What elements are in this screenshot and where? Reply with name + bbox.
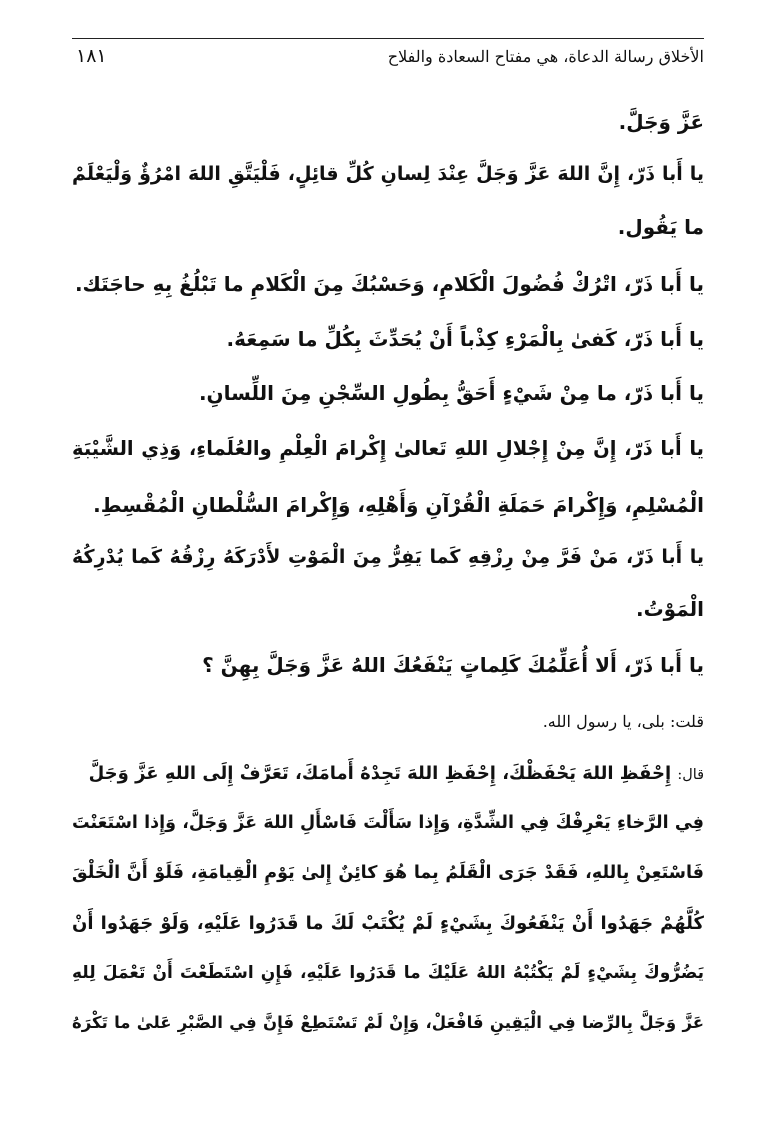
text-line: قلت: بلى، يا رسول الله.: [542, 712, 704, 731]
text-line: فَاسْتَعِنْ بِاللهِ، فَقَدْ جَرَى الْقَلَمُ بِما هُوَ كائِنٌ إِلىٰ يَوْمِ الْقِيامَةِ، فَلَوْ أَنَّ الْخَلْقَ: [72, 863, 704, 883]
text-line: يا أَبا ذَرّ، إِنَّ اللهَ عَزَّ وَجَلَّ عِنْدَ لِسانِ كُلِّ قائِلٍ، فَلْيَتَّقِ اللهَ امْرُؤٌ وَلْيَعْلَمْ: [72, 163, 704, 185]
text-line: يَضُرُّوكَ بِشَيْءٍ لَمْ يَكْتُبْهُ اللهُ عَلَيْكَ ما قَدَرُوا عَلَيْهِ، فَإِنِ اسْتَطَعْتَ أَنْ تَعْمَلَ لِلهِ: [72, 963, 704, 983]
text-line: يا أَبا ذَرّ، اتْرُكْ فُضُولَ الْكَلامِ، وَحَسْبُكَ مِنَ الْكَلامِ ما تَبْلُغُ بِهِ حاجَتَك.: [74, 272, 704, 296]
text-line: يا أَبا ذَرّ، ما مِنْ شَيْءٍ أَحَقُّ بِطُولِ السِّجْنِ مِنَ اللِّسانِ.: [198, 381, 704, 405]
text-line: [89, 763, 704, 784]
qal-label: قال:: [677, 767, 704, 783]
text-line: فِي الرَّخاءِ يَعْرِفْكَ فِي الشِّدَّةِ، وَإِذا سَأَلْتَ فَاسْأَلِ اللهَ عَزَّ وَجَلَّ، وَإِذا اسْتَعَنْتَ: [72, 813, 704, 833]
text-line: يا أَبا ذَرّ، كَفىٰ بِالْمَرْءِ كِذْباً أَنْ يُحَدِّثَ بِكُلِّ ما سَمِعَهُ.: [226, 327, 704, 351]
text-line: كُلَّهُمْ جَهَدُوا أَنْ يَنْفَعُوكَ بِشَيْءٍ لَمْ يُكْتَبْ لَكَ ما قَدَرُوا عَلَيْهِ، وَلَوْ جَهَدُوا أَنْ: [72, 913, 704, 934]
header-title: الأخلاق رسالة الدعاة، هي مفتاح السعادة والفلاح: [387, 47, 704, 66]
text-line: يا أَبا ذَرّ، مَنْ فَرَّ مِنْ رِزْقِهِ كَما يَفِرُّ مِنَ الْمَوْتِ لأَدْرَكَهُ رِزْقُهُ كَما يُدْرِكُهُ: [72, 546, 704, 568]
text-line: عَزَّ وَجَلَّ.: [618, 110, 704, 134]
text-line: الْمَوْتُ.: [635, 597, 704, 621]
text-segment: إِحْفَظِ اللهَ يَحْفَظْكَ، إِحْفَظِ اللهَ تَجِدْهُ أَمامَكَ، تَعَرَّفْ إِلَى اللهِ عَزَّ وَجَلَّ: [88, 763, 672, 784]
page-number: ١٨١: [76, 45, 107, 67]
text-line: عَزَّ وَجَلَّ بِالرِّضا فِي الْيَقِينِ فَافْعَلْ، وَإِنْ لَمْ تَسْتَطِعْ فَإِنَّ فِي الصَّبْرِ عَلىٰ ما تَكْرَهُ: [72, 1013, 704, 1032]
text-line: يا أَبا ذَرّ، إِنَّ مِنْ إِجْلالِ اللهِ تَعالىٰ إِكْرامَ الْعِلْمِ والعُلَماءِ، وَذِي الشَّيْبَةِ: [72, 437, 704, 460]
text-line: ما يَقُول.: [617, 215, 704, 239]
running-header: [72, 38, 704, 79]
text-line: الْمُسْلِمِ، وَإِكْرامَ حَمَلَةِ الْقُرْآنِ وَأَهْلِهِ، وَإِكْرامَ السُّلْطانِ الْمُقْسِطِ.: [93, 493, 704, 517]
text-line: يا أَبا ذَرّ، أَلا أُعَلِّمُكَ كَلِماتٍ يَنْفَعُكَ اللهُ عَزَّ وَجَلَّ بِهِنَّ ؟: [202, 653, 704, 677]
